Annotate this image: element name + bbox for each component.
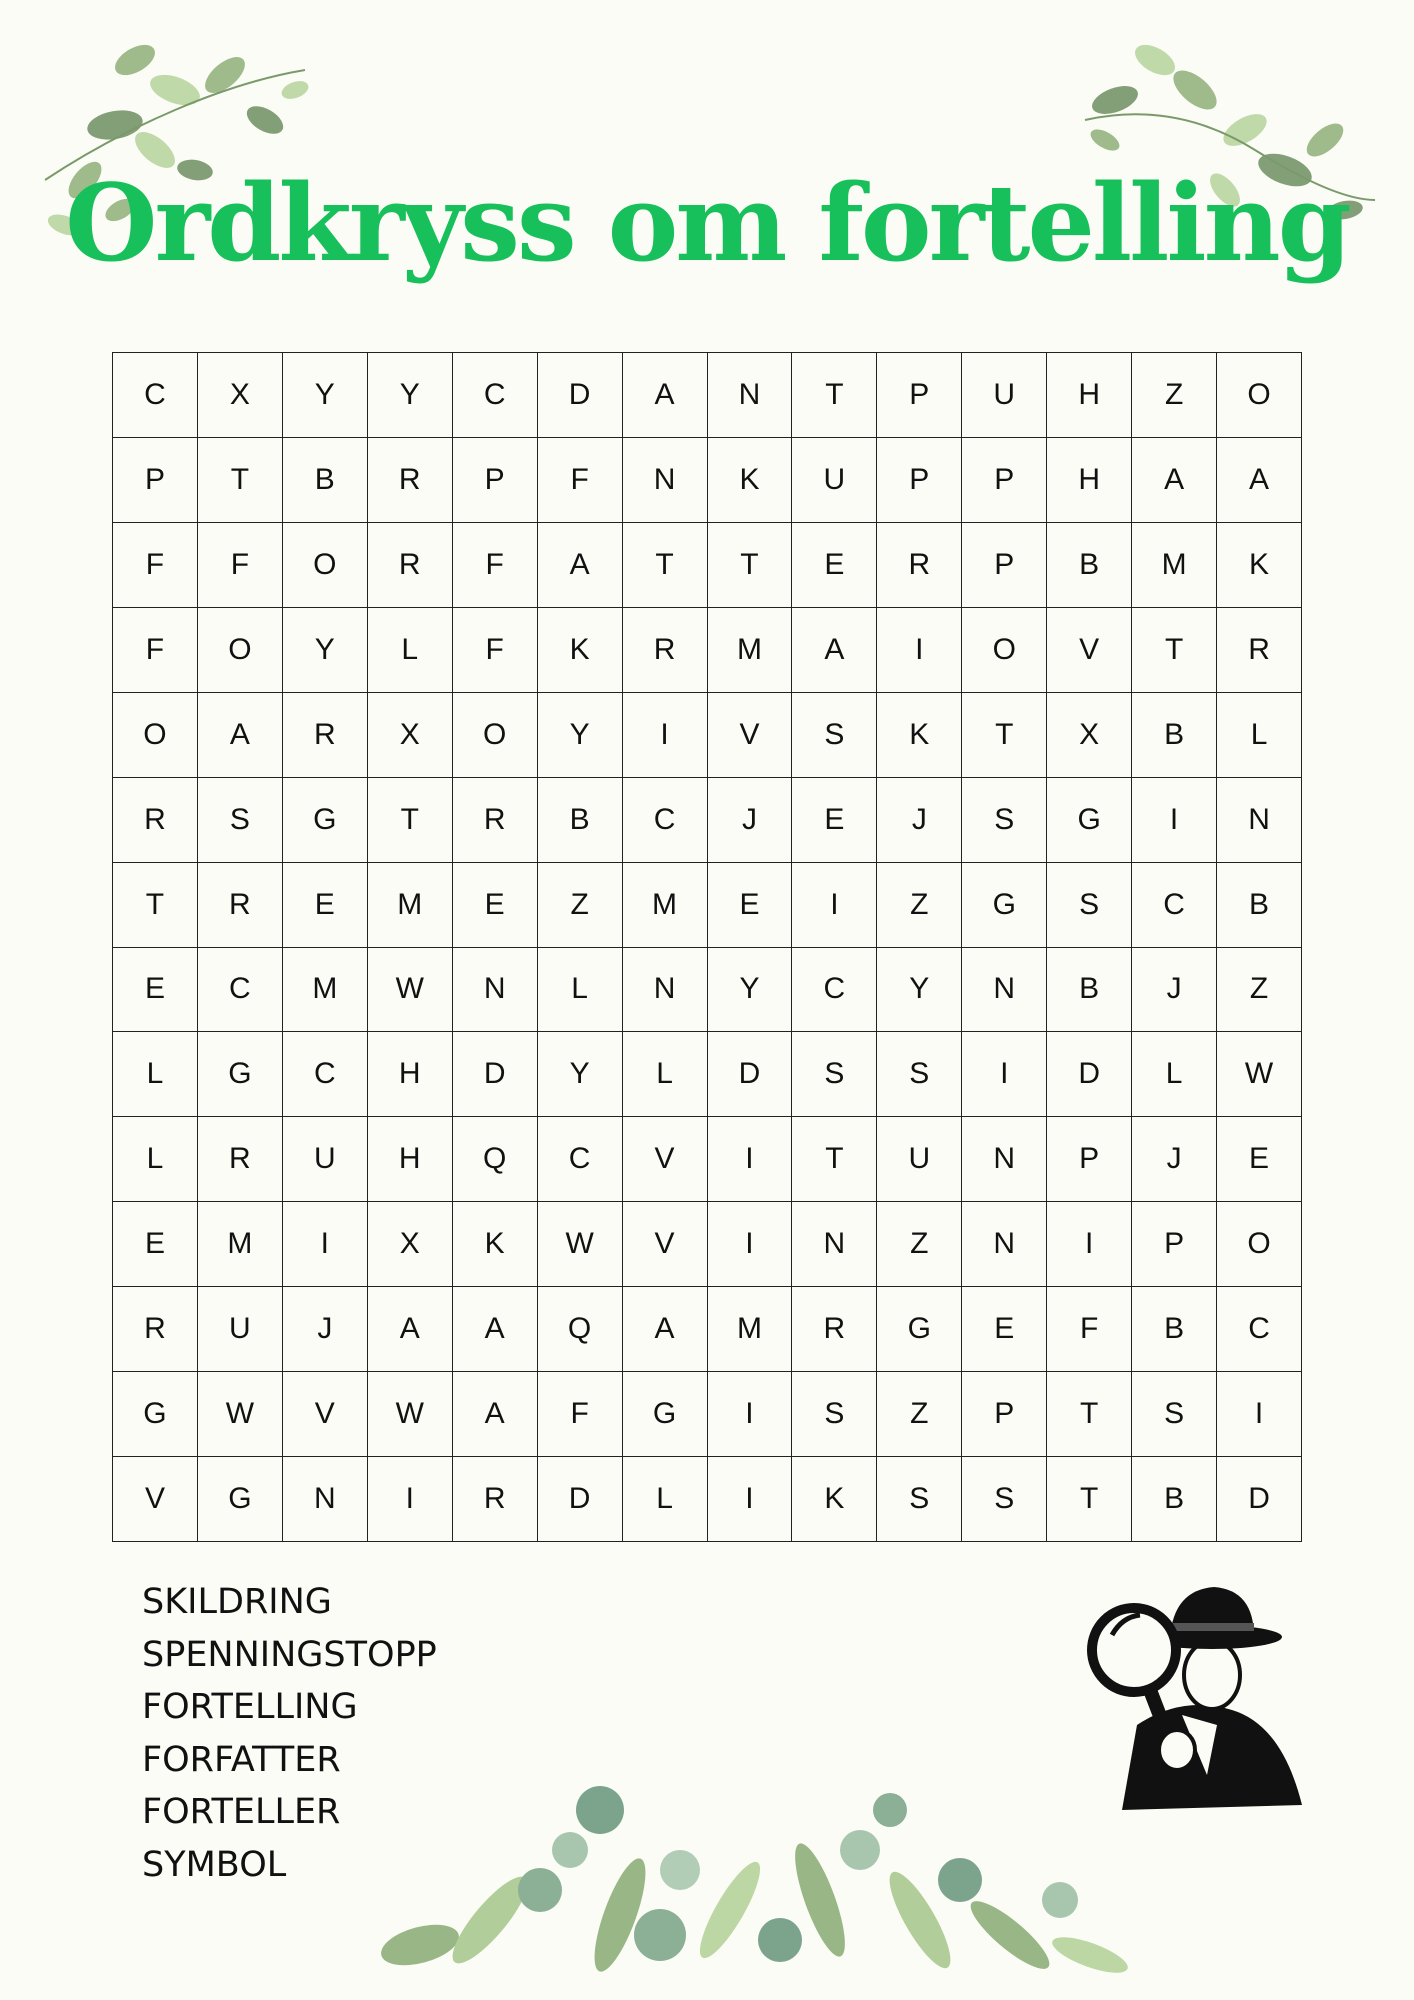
grid-cell[interactable]: L [623,1032,708,1117]
grid-cell[interactable]: R [877,523,962,608]
grid-cell[interactable]: F [538,1372,623,1457]
grid-cell[interactable]: M [368,863,453,948]
grid-cell[interactable]: M [283,948,368,1033]
grid-cell[interactable]: I [283,1202,368,1287]
grid-cell[interactable]: R [453,1457,538,1542]
grid-cell[interactable]: R [792,1287,877,1372]
grid-cell[interactable]: T [1047,1457,1132,1542]
grid-cell[interactable]: Q [453,1117,538,1202]
grid-cell[interactable]: Y [538,1032,623,1117]
grid-cell[interactable]: T [368,778,453,863]
grid-cell[interactable]: F [453,523,538,608]
grid-cell[interactable]: B [1217,863,1302,948]
grid-cell[interactable]: S [1132,1372,1217,1457]
grid-cell[interactable]: J [1132,1117,1217,1202]
grid-cell[interactable]: S [962,1457,1047,1542]
grid-cell[interactable]: H [1047,438,1132,523]
grid-cell[interactable]: Y [368,353,453,438]
grid-cell[interactable]: V [708,693,793,778]
grid-cell[interactable]: I [1047,1202,1132,1287]
grid-cell[interactable]: K [453,1202,538,1287]
grid-cell[interactable]: T [708,523,793,608]
grid-cell[interactable]: V [623,1202,708,1287]
grid-cell[interactable]: V [1047,608,1132,693]
grid-cell[interactable]: P [962,438,1047,523]
grid-cell[interactable]: P [1047,1117,1132,1202]
grid-cell[interactable]: W [198,1372,283,1457]
grid-cell[interactable]: U [792,438,877,523]
grid-cell[interactable]: Y [538,693,623,778]
grid-cell[interactable]: X [198,353,283,438]
grid-cell[interactable]: E [453,863,538,948]
grid-cell[interactable]: L [1132,1032,1217,1117]
grid-cell[interactable]: K [708,438,793,523]
grid-cell[interactable]: L [113,1117,198,1202]
grid-cell[interactable]: A [538,523,623,608]
grid-cell[interactable]: O [453,693,538,778]
grid-cell[interactable]: T [198,438,283,523]
grid-cell[interactable]: B [283,438,368,523]
grid-cell[interactable]: R [113,1287,198,1372]
grid-cell[interactable]: G [962,863,1047,948]
grid-cell[interactable]: X [368,693,453,778]
grid-cell[interactable]: K [877,693,962,778]
grid-cell[interactable]: Y [708,948,793,1033]
grid-cell[interactable]: A [453,1372,538,1457]
grid-cell[interactable]: J [1132,948,1217,1033]
grid-cell[interactable]: M [1132,523,1217,608]
grid-cell[interactable]: Z [877,1372,962,1457]
grid-cell[interactable]: B [1132,693,1217,778]
grid-cell[interactable]: J [708,778,793,863]
grid-cell[interactable]: R [623,608,708,693]
grid-cell[interactable]: F [538,438,623,523]
grid-cell[interactable]: P [877,353,962,438]
eucalyptus-bottom-icon [360,1740,1140,1980]
grid-cell[interactable]: C [198,948,283,1033]
grid-cell[interactable]: P [1132,1202,1217,1287]
grid-cell[interactable]: A [198,693,283,778]
grid-cell[interactable]: V [283,1372,368,1457]
grid-cell[interactable]: C [453,353,538,438]
grid-cell[interactable]: A [792,608,877,693]
grid-cell[interactable]: M [198,1202,283,1287]
grid-cell[interactable]: B [1132,1287,1217,1372]
grid-cell[interactable]: T [623,523,708,608]
grid-cell[interactable]: F [1047,1287,1132,1372]
grid-cell[interactable]: W [538,1202,623,1287]
grid-cell[interactable]: A [368,1287,453,1372]
grid-cell[interactable]: N [1217,778,1302,863]
grid-cell[interactable]: S [877,1032,962,1117]
grid-cell[interactable]: B [1047,523,1132,608]
grid-cell[interactable]: S [792,1032,877,1117]
grid-cell[interactable]: N [623,438,708,523]
grid-cell[interactable]: E [708,863,793,948]
grid-cell[interactable]: U [198,1287,283,1372]
grid-cell[interactable]: C [113,353,198,438]
grid-cell[interactable]: I [708,1202,793,1287]
word-list-item: SPENNINGSTOPP [142,1634,437,1675]
grid-cell[interactable]: H [368,1117,453,1202]
grid-cell[interactable]: R [368,523,453,608]
grid-cell[interactable]: D [1217,1457,1302,1542]
grid-cell[interactable]: F [198,523,283,608]
grid-cell[interactable]: D [538,353,623,438]
grid-cell[interactable]: A [1217,438,1302,523]
grid-cell[interactable]: G [283,778,368,863]
grid-cell[interactable]: I [877,608,962,693]
grid-cell[interactable]: O [962,608,1047,693]
grid-cell[interactable]: O [283,523,368,608]
grid-cell[interactable]: J [283,1287,368,1372]
grid-cell[interactable]: H [368,1032,453,1117]
grid-cell[interactable]: L [623,1457,708,1542]
grid-cell[interactable]: T [113,863,198,948]
grid-cell[interactable]: F [113,608,198,693]
grid-cell[interactable]: O [113,693,198,778]
grid-cell[interactable]: Y [877,948,962,1033]
grid-cell[interactable]: L [113,1032,198,1117]
grid-cell[interactable]: A [453,1287,538,1372]
grid-cell[interactable]: G [198,1032,283,1117]
grid-cell[interactable]: L [538,948,623,1033]
grid-cell[interactable]: P [962,1372,1047,1457]
grid-cell[interactable]: J [877,778,962,863]
grid-cell[interactable]: B [538,778,623,863]
detective-magnifier-icon [1082,1575,1307,1815]
grid-cell[interactable]: V [113,1457,198,1542]
grid-cell[interactable]: M [708,608,793,693]
grid-cell[interactable]: Z [1132,353,1217,438]
grid-cell[interactable]: N [792,1202,877,1287]
grid-cell[interactable]: P [453,438,538,523]
grid-cell[interactable]: I [708,1457,793,1542]
grid-cell[interactable]: E [962,1287,1047,1372]
grid-cell[interactable]: E [283,863,368,948]
grid-cell[interactable]: N [962,948,1047,1033]
grid-cell[interactable]: D [708,1032,793,1117]
grid-cell[interactable]: W [1217,1032,1302,1117]
grid-cell[interactable]: I [708,1372,793,1457]
grid-cell[interactable]: N [962,1202,1047,1287]
grid-cell[interactable]: K [792,1457,877,1542]
grid-cell[interactable]: N [283,1457,368,1542]
grid-cell[interactable]: T [962,693,1047,778]
grid-cell[interactable]: A [623,1287,708,1372]
grid-cell[interactable]: R [283,693,368,778]
word-list-item: FORTELLER [142,1792,341,1832]
grid-cell[interactable]: M [708,1287,793,1372]
grid-cell[interactable]: E [792,523,877,608]
grid-cell[interactable]: X [1047,693,1132,778]
grid-cell[interactable]: I [708,1117,793,1202]
grid-cell[interactable]: N [962,1117,1047,1202]
grid-cell[interactable]: C [623,778,708,863]
grid-cell[interactable]: L [368,608,453,693]
grid-cell[interactable]: C [283,1032,368,1117]
grid-cell[interactable]: C [1132,863,1217,948]
grid-cell[interactable]: O [198,608,283,693]
grid-cell[interactable]: Y [283,608,368,693]
grid-cell[interactable]: I [368,1457,453,1542]
grid-cell[interactable]: C [1217,1287,1302,1372]
grid-cell[interactable]: D [538,1457,623,1542]
grid-cell[interactable]: S [877,1457,962,1542]
grid-cell[interactable]: B [1132,1457,1217,1542]
grid-cell[interactable]: W [368,948,453,1033]
word-list-item: SKILDRING [142,1582,332,1622]
page-title: Ordkryss om fortelling [65,160,1349,285]
grid-cell[interactable]: T [792,1117,877,1202]
grid-cell[interactable]: U [962,353,1047,438]
grid-cell[interactable]: I [792,863,877,948]
word-list-item: FORTELLING [142,1687,358,1727]
grid-cell[interactable]: R [198,863,283,948]
grid-cell[interactable]: Z [1217,948,1302,1033]
grid-cell[interactable]: I [623,693,708,778]
grid-cell[interactable]: P [113,438,198,523]
grid-cell[interactable]: G [1047,778,1132,863]
grid-cell[interactable]: R [113,778,198,863]
grid-cell[interactable]: S [1047,863,1132,948]
grid-cell[interactable]: E [113,1202,198,1287]
grid-cell[interactable]: W [368,1372,453,1457]
grid-cell[interactable]: Z [877,1202,962,1287]
grid-cell[interactable]: X [368,1202,453,1287]
word-list-item: SYMBOL [142,1844,287,1885]
grid-cell[interactable]: S [792,1372,877,1457]
grid-cell[interactable]: Z [538,863,623,948]
grid-cell[interactable]: A [1132,438,1217,523]
grid-cell[interactable]: M [623,863,708,948]
grid-cell[interactable]: Z [877,863,962,948]
grid-cell[interactable]: R [198,1117,283,1202]
grid-cell[interactable]: I [962,1032,1047,1117]
grid-cell[interactable]: G [623,1372,708,1457]
word-list-item: FORFATTER [142,1739,341,1780]
grid-cell[interactable]: Y [283,353,368,438]
grid-cell[interactable]: F [113,523,198,608]
grid-cell[interactable]: R [1217,608,1302,693]
grid-cell[interactable]: N [623,948,708,1033]
grid-cell[interactable]: V [623,1117,708,1202]
grid-cell[interactable]: D [1047,1032,1132,1117]
grid-cell[interactable]: E [1217,1117,1302,1202]
grid-cell[interactable]: K [1217,523,1302,608]
grid-cell[interactable]: C [792,948,877,1033]
grid-cell[interactable]: U [283,1117,368,1202]
grid-cell[interactable]: B [1047,948,1132,1033]
grid-cell[interactable]: Q [538,1287,623,1372]
grid-cell[interactable]: P [877,438,962,523]
grid-cell[interactable]: H [1047,353,1132,438]
grid-cell[interactable]: P [962,523,1047,608]
grid-cell[interactable]: R [453,778,538,863]
grid-cell[interactable]: S [792,693,877,778]
grid-cell[interactable]: S [962,778,1047,863]
grid-cell[interactable]: G [198,1457,283,1542]
grid-cell[interactable]: O [1217,353,1302,438]
grid-cell[interactable]: O [1217,1202,1302,1287]
grid-cell[interactable]: T [1132,608,1217,693]
grid-cell[interactable]: E [113,948,198,1033]
grid-cell[interactable]: K [538,608,623,693]
grid-cell[interactable]: G [877,1287,962,1372]
word-search-grid [112,352,1302,1542]
grid-cell[interactable]: T [792,353,877,438]
grid-cell[interactable]: G [113,1372,198,1457]
grid-cell[interactable]: S [198,778,283,863]
grid-cell[interactable]: D [453,1032,538,1117]
grid-cell[interactable]: N [708,353,793,438]
grid-cell[interactable]: I [1217,1372,1302,1457]
grid-cell[interactable]: N [453,948,538,1033]
grid-cell[interactable]: I [1132,778,1217,863]
grid-cell[interactable]: C [538,1117,623,1202]
grid-cell[interactable]: F [453,608,538,693]
grid-cell[interactable]: R [368,438,453,523]
grid-cell[interactable]: T [1047,1372,1132,1457]
grid-cell[interactable]: U [877,1117,962,1202]
grid-cell[interactable]: E [792,778,877,863]
grid-cell[interactable]: L [1217,693,1302,778]
grid-cell[interactable]: A [623,353,708,438]
